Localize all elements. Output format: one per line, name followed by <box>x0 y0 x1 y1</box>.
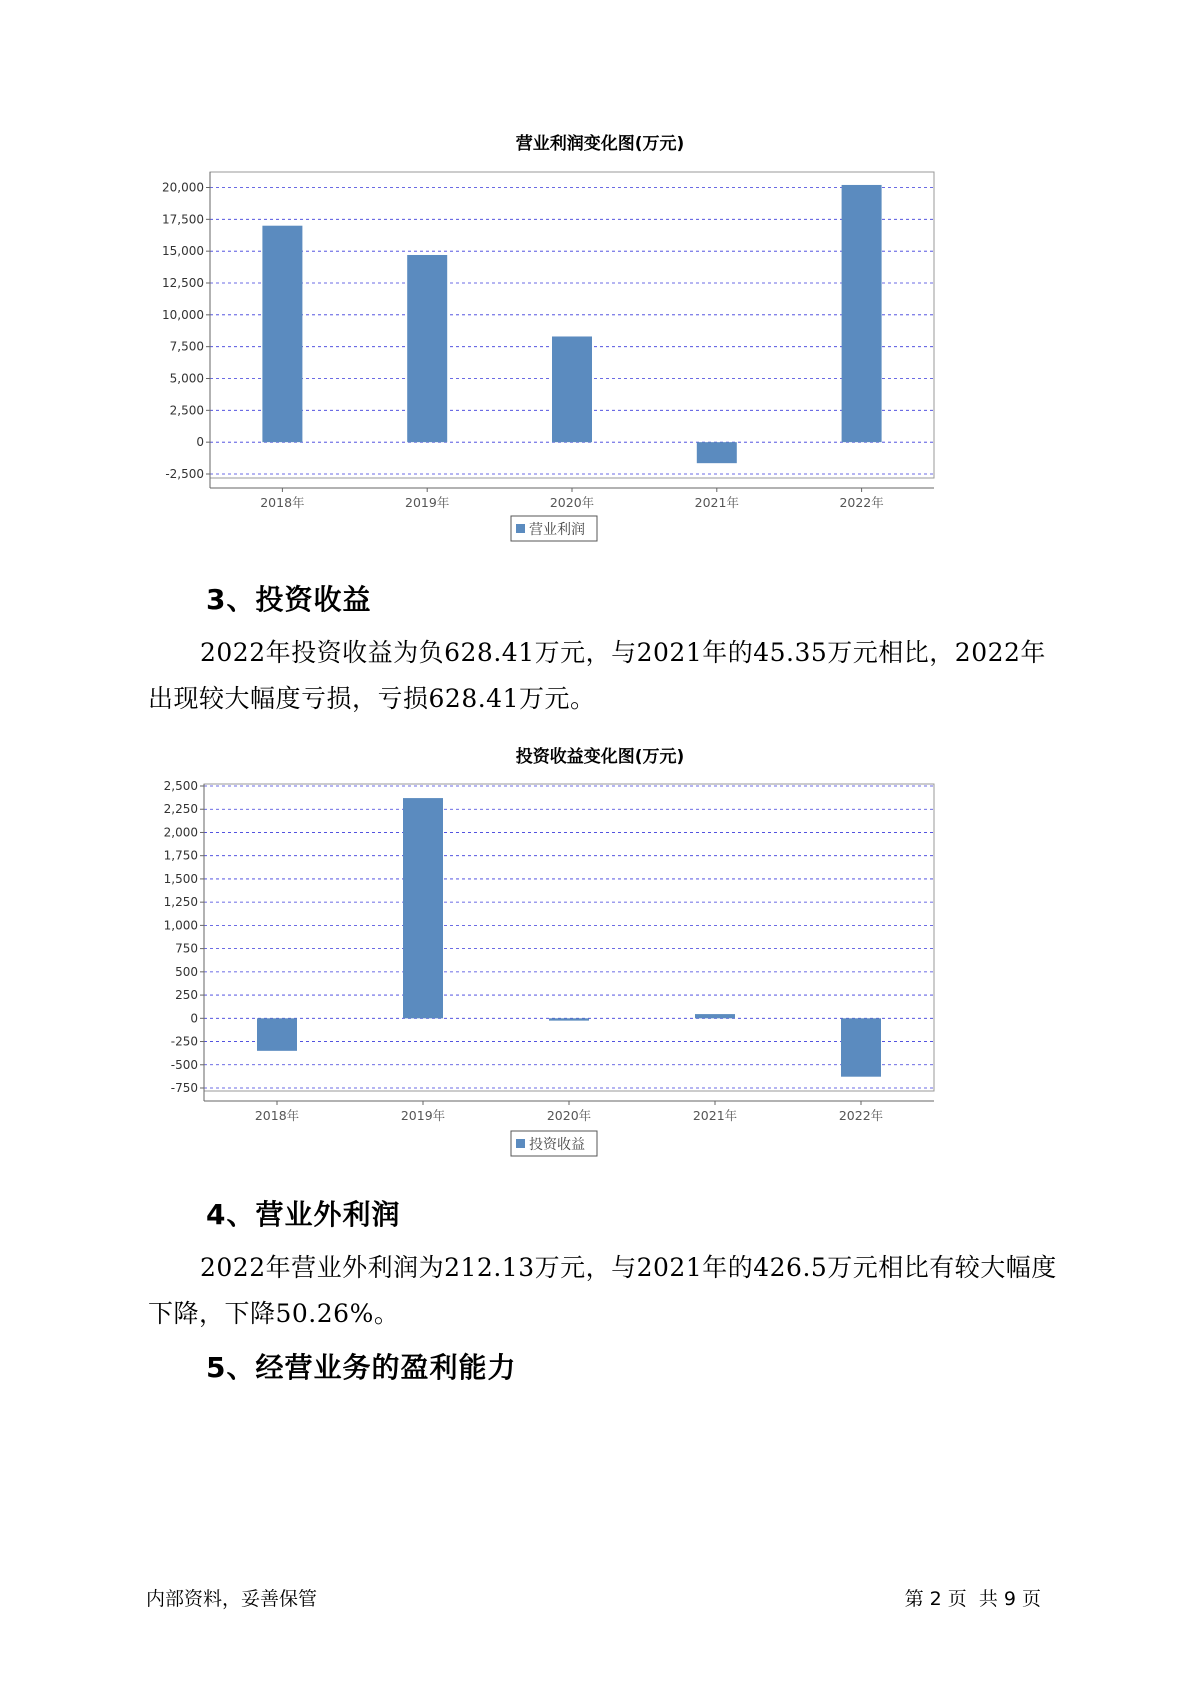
y-tick-label: 0 <box>196 435 204 450</box>
y-tick-label: 17,500 <box>162 212 204 227</box>
chart-legend <box>511 516 597 541</box>
y-tick-label: -750 <box>170 1081 198 1095</box>
y-tick-label: 1,250 <box>163 895 198 910</box>
y-tick-label: 750 <box>175 941 198 956</box>
x-tick-label: 2021年 <box>694 495 739 510</box>
section-3-heading: 3、投资收益 <box>206 583 372 616</box>
bar <box>552 336 592 442</box>
bar <box>257 1018 297 1051</box>
y-tick-label: 1,000 <box>163 918 198 933</box>
x-tick-label: 2019年 <box>400 1108 446 1123</box>
section-3-paragraph: 2022年投资收益为负628.41万元，与2021年的45.35万元相比，2022年出现较大幅度亏损，亏损628.41万元。 <box>148 638 1046 713</box>
y-tick-label: 0 <box>190 1011 198 1026</box>
y-tick-label: 250 <box>175 988 198 1003</box>
y-tick-label: 20,000 <box>162 180 204 195</box>
x-tick-label: 2018年 <box>254 1108 300 1123</box>
y-tick-label: 5,000 <box>169 371 204 386</box>
y-tick-label: 12,500 <box>162 276 204 290</box>
y-tick-label: 1,750 <box>163 848 198 863</box>
y-tick-label: -2,500 <box>165 467 204 481</box>
bar <box>549 1018 589 1020</box>
bar <box>842 185 882 442</box>
chart-legend <box>511 1131 597 1156</box>
y-tick-label: 10,000 <box>162 307 204 322</box>
investment-income-chart <box>150 741 1050 1171</box>
legend-swatch <box>516 524 525 533</box>
section-4-heading: 4、营业外利润 <box>206 1198 401 1231</box>
y-tick-label: 7,500 <box>169 339 204 354</box>
y-tick-label: 2,000 <box>163 825 198 840</box>
operating-profit-chart <box>150 128 1050 558</box>
x-tick-label: 2021年 <box>692 1108 738 1123</box>
chart-title: 营业利润变化图(万元) <box>515 134 685 154</box>
x-tick-label: 2018年 <box>260 495 305 510</box>
section-5-heading: 5、经营业务的盈利能力 <box>206 1351 517 1384</box>
y-tick-label: 1,500 <box>163 871 198 886</box>
x-tick-label: 2022年 <box>838 1108 884 1123</box>
bar <box>403 798 443 1018</box>
chart-title: 投资收益变化图(万元) <box>515 747 685 767</box>
bar <box>407 255 447 442</box>
y-tick-label: 500 <box>175 964 198 979</box>
x-tick-label: 2019年 <box>405 495 450 510</box>
bar <box>695 1014 735 1018</box>
y-tick-label: -500 <box>170 1057 198 1072</box>
bar <box>841 1018 881 1076</box>
x-tick-label: 2020年 <box>546 1108 592 1123</box>
y-tick-label: -250 <box>170 1034 198 1049</box>
x-tick-label: 2020年 <box>549 495 595 510</box>
footer-confidential-note: 内部资料，妥善保管 <box>146 1588 318 1610</box>
legend-label: 投资收益 <box>529 1137 585 1153</box>
legend-swatch <box>516 1139 525 1148</box>
y-tick-label: 2,500 <box>169 403 204 418</box>
plot-frame <box>204 784 934 1091</box>
y-tick-label: 15,000 <box>162 244 204 259</box>
legend-label: 营业利润 <box>529 522 585 538</box>
investment-income-chart-svg <box>150 741 1050 1171</box>
operating-profit-chart-svg <box>150 128 1050 558</box>
section-4-paragraph: 2022年营业外利润为212.13万元，与2021年的426.5万元相比有较大幅度下降，下降50.26%。 <box>148 1253 1057 1328</box>
bar <box>262 226 302 442</box>
bar <box>697 442 737 463</box>
x-tick-label: 2022年 <box>839 495 884 510</box>
footer-page-number: 第 2 页 共 9 页 <box>904 1588 1041 1610</box>
y-tick-label: 2,500 <box>163 779 198 793</box>
y-tick-label: 2,250 <box>163 802 198 817</box>
